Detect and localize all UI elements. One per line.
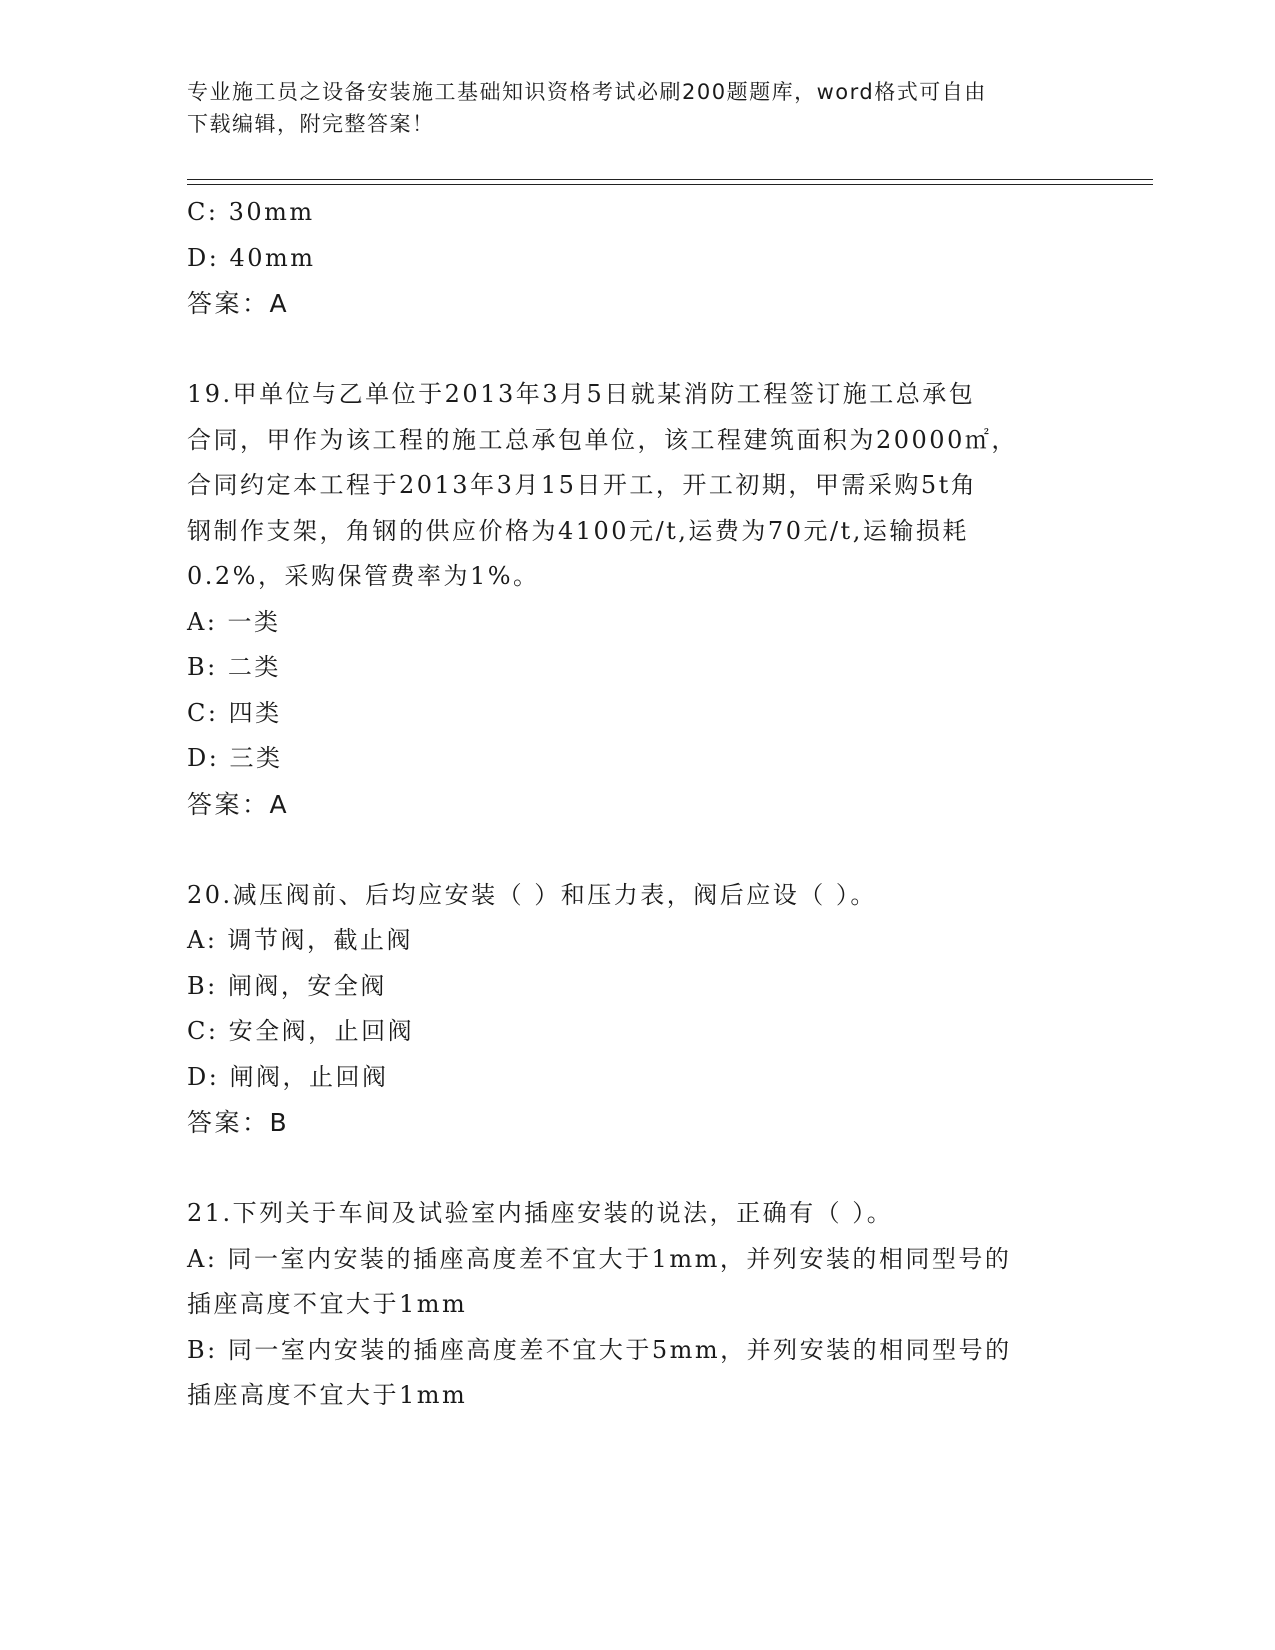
question-text-line: 0.2%，采购保管费率为1%。 — [187, 562, 540, 590]
option-c: C: 30mm — [187, 198, 315, 226]
option-b: B: 二类 — [187, 653, 281, 681]
header-title-line-1: 专业施工员之设备安装施工基础知识资格考试必刷200题题库，word格式可自由 — [187, 80, 987, 104]
option-c: C: 四类 — [187, 698, 282, 727]
document-header — [187, 76, 1087, 140]
option-b: B: 同一室内安装的插座高度差不宜大于5mm，并列安装的相同型号的 — [187, 1335, 1012, 1364]
header-title-line-2: 下载编辑，附完整答案！ — [187, 112, 435, 136]
option-a: A: 调节阀，截止阀 — [187, 926, 414, 954]
question-text-line: 19.甲单位与乙单位于2013年3月5日就某消防工程签订施工总承包 — [187, 380, 976, 408]
answer-line: 答案：B — [187, 1108, 290, 1137]
option-d: D: 闸阀，止回阀 — [187, 1062, 389, 1091]
question-text-line: 合同，甲作为该工程的施工总承包单位，该工程建筑面积为20000㎡， — [187, 425, 1018, 454]
spacer — [187, 1146, 1087, 1192]
header-divider-top — [187, 179, 1153, 180]
question-text-line: 合同约定本工程于2013年3月15日开工，开工初期，甲需采购5t角 — [187, 471, 978, 499]
question-text-line: 21.下列关于车间及试验室内插座安装的说法，正确有（ ）。 — [187, 1199, 894, 1227]
answer-line: 答案：A — [187, 789, 290, 819]
option-b: B: 闸阀，安全阀 — [187, 971, 387, 1000]
option-c: C: 安全阀，止回阀 — [187, 1017, 415, 1045]
question-list — [187, 190, 1087, 1419]
question-20 — [187, 873, 1087, 1146]
option-b-continued: 插座高度不宜大于1mm — [187, 1381, 468, 1409]
question-21 — [187, 1191, 1087, 1419]
option-d: D: 三类 — [187, 744, 283, 772]
option-a: A: 同一室内安装的插座高度差不宜大于1mm，并列安装的相同型号的 — [187, 1244, 1012, 1273]
option-a-continued: 插座高度不宜大于1mm — [187, 1290, 468, 1318]
question-text-line: 20.减压阀前、后均应安装（ ）和压力表，阀后应设（ ）。 — [187, 880, 877, 909]
option-a: A: 一类 — [187, 607, 281, 636]
header-divider-bottom — [187, 184, 1153, 185]
spacer — [187, 327, 1087, 373]
question-18-tail — [187, 190, 1087, 327]
answer-line: 答案：A — [187, 289, 290, 318]
question-text-line: 钢制作支架，角钢的供应价格为4100元/t,运费为70元/t,运输损耗 — [187, 516, 969, 545]
option-d: D: 40mm — [187, 243, 316, 272]
question-19 — [187, 372, 1087, 827]
spacer — [187, 827, 1087, 873]
